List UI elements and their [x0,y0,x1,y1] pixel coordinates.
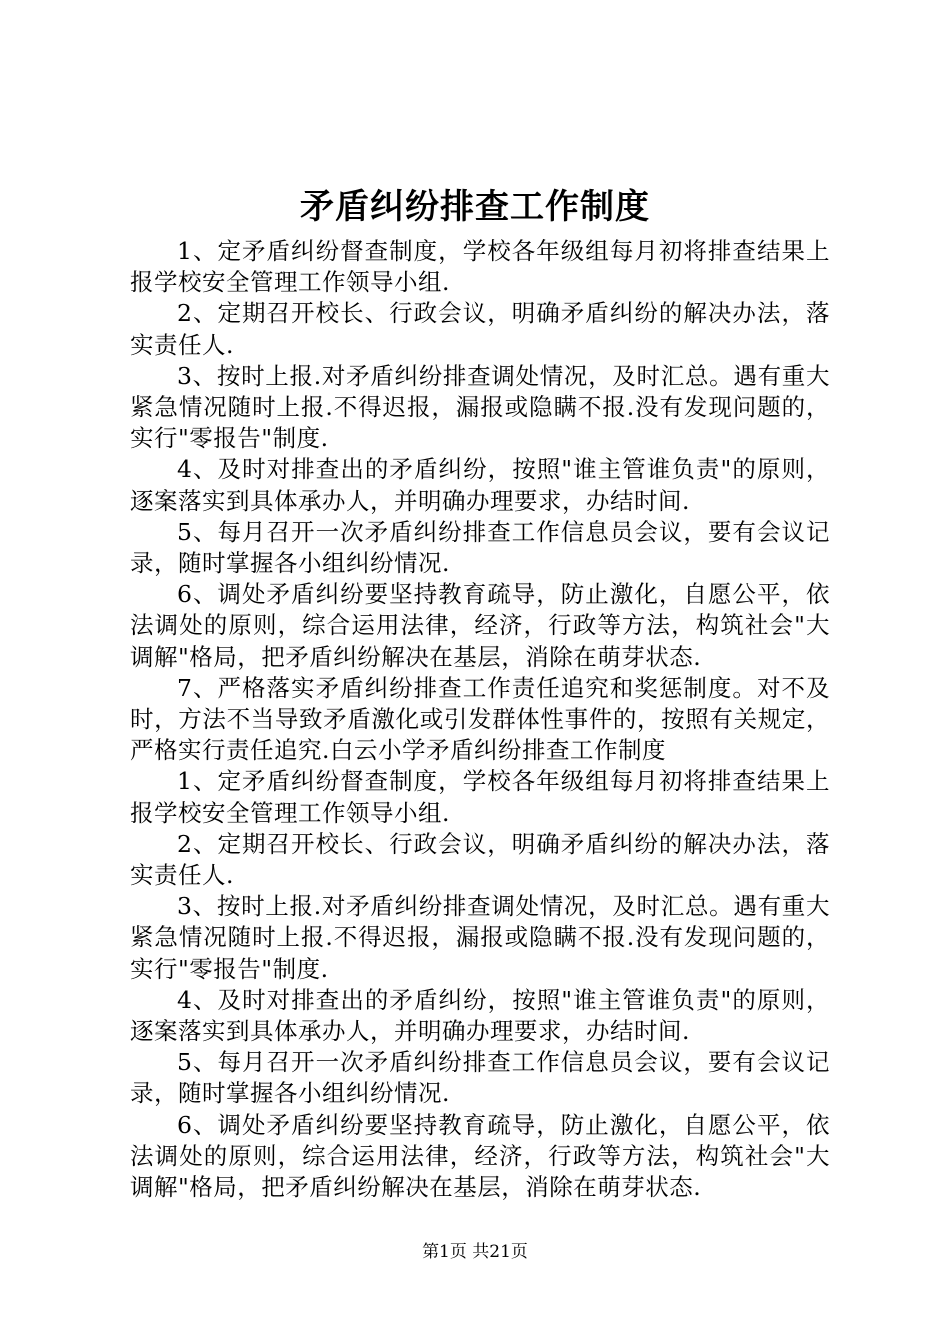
document-body [130,236,830,1203]
paragraph: 1、定矛盾纠纷督查制度，学校各年级组每月初将排查结果上报学校安全管理工作领导小组. [130,767,830,827]
paragraph: 4、及时对排查出的矛盾纠纷，按照"谁主管谁负责"的原则，逐案落实到具体承办人，并明确办理要求，办结时间. [130,985,830,1046]
paragraph: 5、每月召开一次矛盾纠纷排查工作信息员会议，要有会议记录，随时掌握各小组纠纷情况. [130,1048,830,1108]
paragraph: 5、每月召开一次矛盾纠纷排查工作信息员会议，要有会议记录，随时掌握各小组纠纷情况. [130,517,830,578]
page-number-footer: 第1页 共21页 [422,1242,528,1262]
paragraph: 6、调处矛盾纠纷要坚持教育疏导，防止激化，自愿公平，依法调处的原则，综合运用法律，经济，行政等方法，构筑社会"大调解"格局，把矛盾纠纷解决在基层，消除在萌芽状态. [130,1110,830,1202]
paragraph: 3、按时上报.对矛盾纠纷排查调处情况，及时汇总。遇有重大紧急情况随时上报.不得迟报，漏报或隐瞒不报.没有发现问题的，实行"零报告"制度. [130,892,830,983]
paragraph: 7、严格落实矛盾纠纷排查工作责任追究和奖惩制度。对不及时，方法不当导致矛盾激化或引发群体性事件的，按照有关规定，严格实行责任追究.白云小学矛盾纠纷排查工作制度 [130,673,830,765]
paragraph: 3、按时上报.对矛盾纠纷排查调处情况，及时汇总。遇有重大紧急情况随时上报.不得迟报，漏报或隐瞒不报.没有发现问题的，实行"零报告"制度. [130,361,830,453]
paragraph: 2、定期召开校长、行政会议，明确矛盾纠纷的解决办法，落实责任人. [130,299,830,359]
paragraph: 2、定期召开校长、行政会议，明确矛盾纠纷的解决办法，落实责任人. [130,829,830,890]
paragraph: 4、及时对排查出的矛盾纠纷，按照"谁主管谁负责"的原则，逐案落实到具体承办人，并明确办理要求，办结时间. [130,455,830,515]
paragraph: 1、定矛盾纠纷督查制度，学校各年级组每月初将排查结果上报学校安全管理工作领导小组. [130,237,830,297]
page-title: 矛盾纠纷排查工作制度 [300,187,650,227]
paragraph: 6、调处矛盾纠纷要坚持教育疏导，防止激化，自愿公平，依法调处的原则，综合运用法律，经济，行政等方法，构筑社会"大调解"格局，把矛盾纠纷解决在基层，消除在萌芽状态. [130,580,830,671]
